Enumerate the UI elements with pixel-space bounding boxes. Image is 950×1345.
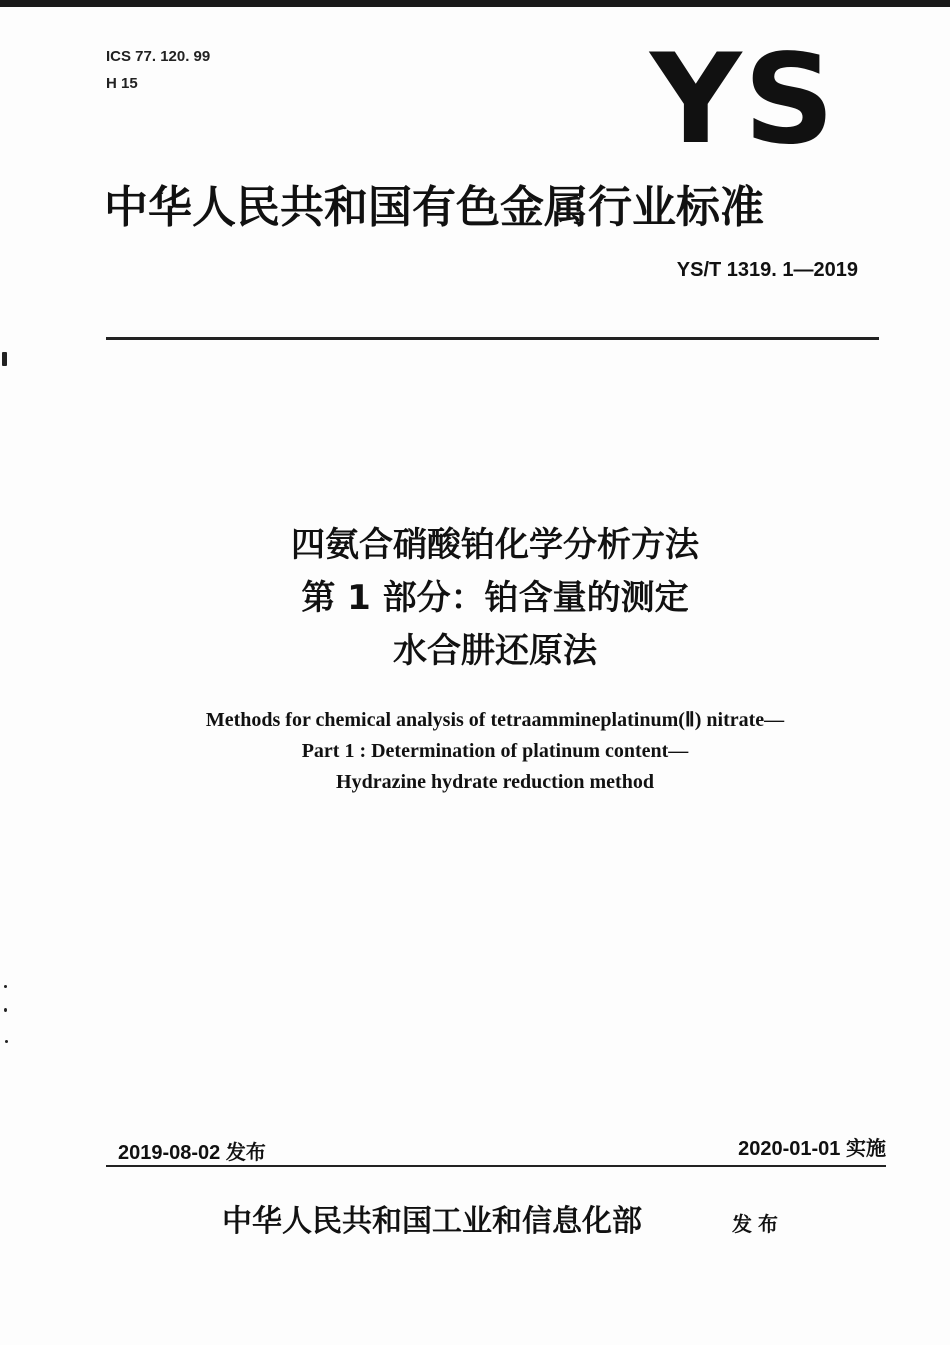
standard-number: YS/T 1319. 1—2019 [676, 259, 858, 281]
scan-speck [2, 352, 7, 366]
scan-speck [4, 1008, 7, 1012]
publisher-verb: 发布 [732, 1212, 784, 1236]
ccs-code: H 15 [106, 75, 138, 92]
implementation-date: 2020-01-01 实施 [738, 1138, 886, 1160]
organization-title: 中华人民共和国有色金属行业标准 [104, 182, 764, 233]
title-cn-line-2: 第 1 部分：铂含量的测定 [301, 578, 689, 618]
title-cn-line-3: 水合肼还原法 [393, 631, 597, 671]
scan-top-edge [0, 0, 950, 7]
scan-speck [4, 985, 7, 988]
title-en-line-2: Part 1 : Determination of platinum content— [301, 740, 689, 762]
ics-code: ICS 77. 120. 99 [106, 48, 211, 65]
title-en-line-1: Methods for chemical analysis of tetraammineplatinum(Ⅱ) nitrate— [205, 709, 785, 731]
title-cn-line-1: 四氨合硝酸铂化学分析方法 [291, 525, 699, 565]
scan-speck [5, 1040, 8, 1043]
footer-divider [106, 1165, 886, 1167]
issue-date: 2019-08-02 发布 [118, 1142, 266, 1164]
publisher-name: 中华人民共和国工业和信息化部 [222, 1204, 642, 1239]
title-en-line-3: Hydrazine hydrate reduction method [336, 771, 654, 793]
header-divider [106, 337, 879, 340]
ys-logo: YS [650, 28, 837, 172]
